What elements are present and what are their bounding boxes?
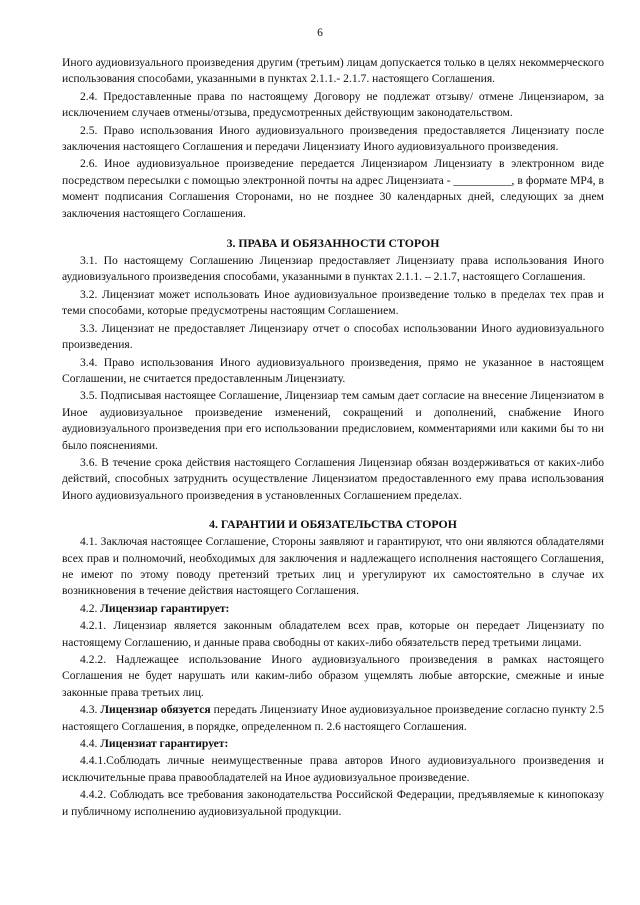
paragraph [62, 702, 604, 735]
paragraph [62, 89, 604, 122]
paragraph-text: 2.4. Предоставленные права по настоящему Договору не подлежат отзыву/ отмене Лицензиаром, за исключением случаев отмены/отзыва, предусмотренных действующим законодательством. [62, 89, 604, 120]
paragraph-text: 4.2.1. Лицензиар является законным обладателем всех прав, которые он передает Лицензиату по настоящему Соглашению, и данные права свободны от каких-либо обязательств перед третьими лицами. [62, 619, 604, 649]
paragraph-text: 3.4. Право использования Иного аудиовизуального произведения, прямо не указанное в настоящем Соглашении, не считается предоставленным Лицензиату. [62, 355, 604, 385]
paragraph [62, 618, 604, 651]
paragraph [62, 455, 604, 504]
clause-bold-lead: Лицензиар гарантирует: [97, 601, 230, 615]
paragraph-text: 4.4.1.Соблюдать личные неимущественные права авторов Иного аудиовизуального произведения и исключительные права правообладателей на Иное аудиовизуальное произведение. [62, 754, 604, 784]
paragraph-text: 2.6. Иное аудиовизуальное произведение передается Лицензиаром Лицензиату в электронном виде посредством пересылки с помощью электронной почты на адрес Лицензиата - __________, в формате MP4, в момент подписания Соглашения Сторонами, но не позднее 30 календарных дней, следующих за днем заключения настоящего Соглашения. [62, 157, 604, 220]
paragraph [62, 736, 604, 752]
paragraph-text: 3.3. Лицензиат не предоставляет Лицензиару отчет о способах использовании Иного аудиовизуального произведения. [62, 321, 604, 352]
paragraph-text: 4.1. Заключая настоящее Соглашение, Стороны заявляют и гарантируют, что они являются обладателями всех прав и полномочий, необходимых для заключения и надлежащего исполнения настоящего Соглашения, не имеют по этому поводу претензий третьих лиц и урегулируют их самостоятельно в случае их возникновения в течение действия настоящего Соглашения. [62, 535, 604, 598]
page-number: 6 [317, 27, 323, 39]
paragraph-text: 4.2.2. Надлежащее использование Иного аудиовизуального произведения в рамках настоящего Соглашения не будет нарушать или каким-либо образом ущемлять любые авторские, смежные и иные законные права третьих лиц. [62, 653, 604, 699]
section-heading: 4. ГАРАНТИИ И ОБЯЗАТЕЛЬСТВА СТОРОН [209, 517, 457, 532]
paragraph-text: 4.4.2. Соблюдать все требования законодательства Российской Федерации, предъявляемые к кинопоказу и публичному исполнению аудиовизуальной продукции. [62, 788, 604, 818]
paragraph [62, 287, 604, 320]
document-body [62, 55, 604, 820]
paragraph [62, 787, 604, 820]
clause-number: 4.3. [80, 703, 98, 717]
clause-bold-lead: Лицензиар обязуется [97, 703, 211, 717]
paragraph-text: 3.5. Подписывая настоящее Соглашение, Лицензиар тем самым дает согласие на внесение Лицензиатом в Иное аудиовизуальное произведение изменений, сокращений и дополнений, снабжение Иного аудиовизуального произведения при его использовании предисловием, комментариями или какими бы то ни было пояснениями. [62, 389, 604, 452]
paragraph-text: передать Лицензиату Иное аудиовизуальное произведение согласно пункту 2.5 настоящего Соглашения, в порядке, определенном п. 2.6 настоящего Соглашения. [62, 703, 605, 733]
paragraph-text: 3.2. Лицензиат может использовать Иное аудиовизуальное произведение только в пределах тех прав и теми способами, которые предусмотрены настоящим Соглашением. [62, 287, 604, 318]
paragraph [62, 253, 604, 286]
clause-number: 4.2. [80, 601, 98, 615]
clause-number: 4.4. [80, 737, 98, 751]
paragraph [62, 355, 604, 388]
paragraph-text: 2.5. Право использования Иного аудиовизуального произведения предоставляется Лицензиату после заключения настоящего Соглашения и передачи Лицензиату Иного аудиовизуального произведения. [62, 123, 604, 154]
paragraph [62, 156, 604, 222]
paragraph-text: Иного аудиовизуального произведения другим (третьим) лицам допускается только в целях некоммерческого использования способами, указанными в пунктах 2.1.1.- 2.1.7. настоящего Соглашения. [62, 56, 604, 86]
paragraph [62, 601, 604, 617]
paragraph [62, 652, 604, 701]
section-heading: 3. ПРАВА И ОБЯЗАННОСТИ СТОРОН [226, 236, 440, 251]
paragraph [62, 534, 604, 600]
clause-bold-lead: Лицензиат гарантирует: [97, 737, 229, 751]
paragraph-text: 3.6. В течение срока действия настоящего Соглашения Лицензиар обязан воздерживаться от каких-либо действий, способных затруднить осуществление Лицензиатом предоставленного ему права использования Иного аудиовизуального произведения в установленных Соглашением пределах. [62, 455, 604, 502]
paragraph-text: 3.1. По настоящему Соглашению Лицензиар предоставляет Лицензиату права использования Иного аудиовизуального произведения способами, указанными в пунктах 2.1.1. – 2.1.7, настоящего Соглашения. [62, 254, 604, 284]
paragraph [62, 753, 604, 786]
paragraph [62, 123, 604, 156]
paragraph [62, 321, 604, 354]
paragraph [62, 55, 604, 88]
paragraph [62, 388, 604, 454]
